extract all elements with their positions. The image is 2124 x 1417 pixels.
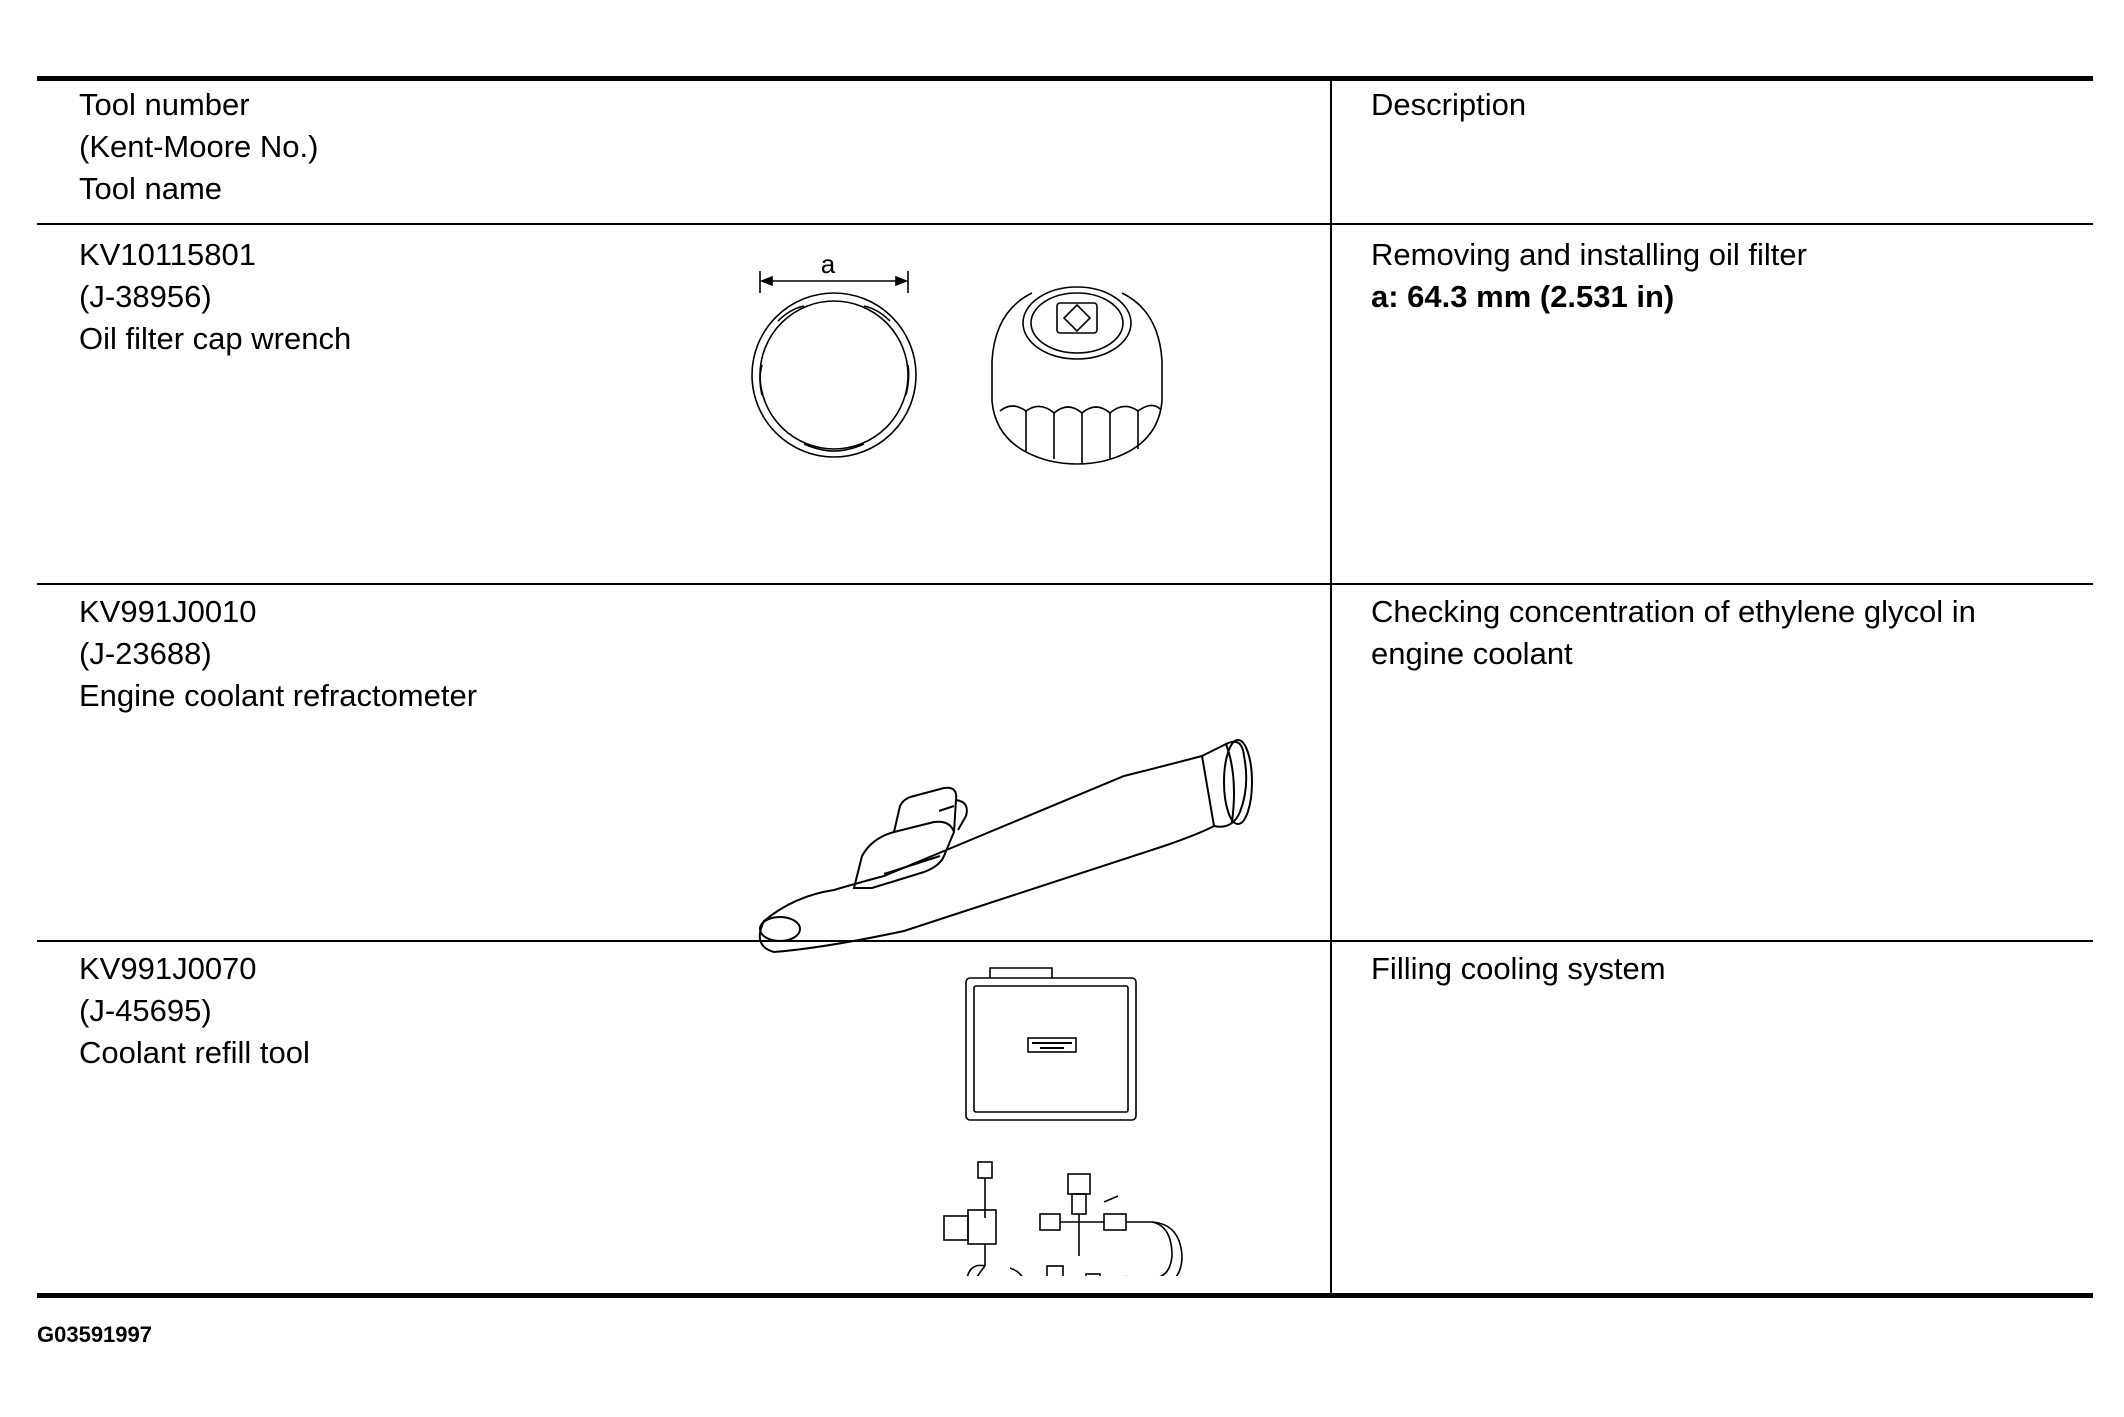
- header-tool-column: [79, 84, 318, 210]
- row1-tool-info: [79, 234, 351, 360]
- row2-tool-info: [79, 591, 477, 717]
- header-tool-number: Tool number: [79, 87, 250, 122]
- row1-description: [1371, 234, 1807, 318]
- header-description: Description: [1371, 87, 1527, 122]
- dimension-label: a: [820, 251, 836, 279]
- oil-filter-cap-wrench-icon: [750, 251, 1220, 561]
- header-bottom-rule: [37, 223, 2093, 225]
- row1-bottom-rule: [37, 583, 2093, 585]
- header-kent-moore: (Kent-Moore No.): [79, 129, 319, 164]
- row3-tool-info: [79, 948, 310, 1074]
- figure-id: G03591997: [37, 1322, 152, 1347]
- row1-kent-moore: (J-38956): [79, 279, 212, 314]
- table-bottom-rule: [37, 1293, 2093, 1298]
- refractometer-icon: [744, 626, 1304, 956]
- row3-tool-name: Coolant refill tool: [79, 1035, 310, 1070]
- row2-tool-number: KV991J0010: [79, 594, 257, 629]
- row1-description-text: Removing and installing oil filter: [1371, 237, 1807, 272]
- special-tools-table: [37, 76, 2093, 1298]
- row2-tool-name: Engine coolant refractometer: [79, 678, 478, 713]
- row1-tool-number: KV10115801: [79, 237, 256, 272]
- row3-description: Filling cooling system: [1371, 951, 1666, 986]
- coolant-refill-tool-icon: [890, 966, 1190, 1276]
- row2-description-line1: Checking concentration of ethylene glycol in: [1371, 594, 1976, 629]
- row1-spec: a: 64.3 mm (2.531 in): [1371, 279, 1675, 314]
- row2-description-line2: engine coolant: [1371, 636, 1573, 671]
- row2-description: [1371, 591, 1976, 675]
- column-divider: [1330, 76, 1332, 1298]
- row1-tool-name: Oil filter cap wrench: [79, 321, 352, 356]
- header-tool-name: Tool name: [79, 171, 223, 206]
- row3-kent-moore: (J-45695): [79, 993, 212, 1028]
- row3-tool-number: KV991J0070: [79, 951, 257, 986]
- table-top-rule: [37, 76, 2093, 81]
- row2-kent-moore: (J-23688): [79, 636, 212, 671]
